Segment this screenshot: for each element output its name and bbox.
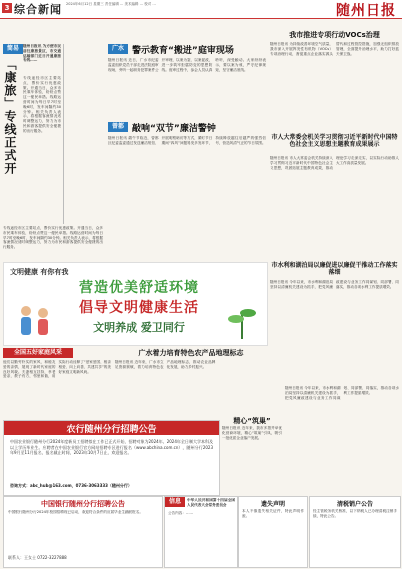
section-title: 综合新闻 [14, 3, 62, 16]
story7-title: 广水着力培育特色农产品地理标志 [138, 349, 244, 357]
col1-tag: 简易 [3, 44, 23, 54]
abc-ad-contact: 咨询方式：abc_hub@163.com，0736-3063333（随州分行） [10, 483, 132, 488]
story4-body: 随州日报讯 市人大常委会机关持续深入学习贯彻习近平新时代中国特色社会主义思想，巩固拓展主题教育成果，推动理论学习走深走实，以实际行动助推人大工作高质量发展。 [270, 156, 399, 170]
story3-body: 随州日报讯 为持续改善环境空气质量，我市深入开展挥发性有机物（VOCs）专项治理行动，督促重点企业落实源头替代和过程管控措施，加强无组织排放管理，全面提升治理水平，助力打好蓝天保卫战。 [270, 42, 399, 56]
story7 [115, 348, 267, 418]
col1-lead: 随州日报讯 为方便市民前往康旅景区，市交通运输部门近日开通康旅专线…… [23, 44, 61, 63]
notice-tax [309, 496, 401, 568]
boc-ad-body: 中国银行随州分行2024年校园招聘现已启动，欢迎符合条件的应届毕业生踊跃报名。 [8, 510, 143, 514]
notice-info-sub: 中华人民共和国第十四届全国人民代表大会常务委员会 [187, 498, 235, 507]
notice-lost-title: 遗失声明 [260, 501, 285, 508]
story1-body: 随州日报讯 近日，广水市纪委监委组织党员干部走进法院庭审现场，旁听一起职务犯罪案件公开审理，以案为鉴、以案促改，进一步筑牢拒腐防变的思想防线。庭审过程中，参会人员认真聆听，深受触动。大家纷纷表示，要以案为戒，严守纪律规矩，坚守廉洁底线。 [108, 58, 266, 72]
story5-body: 随州日报讯 今年以来，市水利和湖泊局坚持以清廉机关建设为抓手，把党风廉政建设与业务工作同谋划、同部署、同落实，推动各项水利工作提质增效。 [270, 280, 399, 289]
public-service-banner [3, 262, 268, 346]
story6-label: 全国五好家庭风采 [3, 348, 73, 358]
story5-continued: 随州日报讯 今年以来，市水利和湖泊局坚持以清廉机关建设为抓手，把党风廉政建设与业务工作同谋划、同部署、同落实，推动各项水利工作提质增效。 [285, 386, 399, 400]
story1-title: 警示教育“搬进”庭审现场 [132, 46, 234, 56]
page-number: 3 [2, 3, 12, 13]
story8 [222, 416, 282, 496]
col1-story [3, 44, 64, 224]
banner-line3: 文明养成 爱卫同行 [93, 321, 185, 334]
story2-body: 随州日报讯 端午节临近，曾都区纪委监委通过发送廉洁短信、开展明察暗访等方式，紧盯节日期间“四风”问题易发多发环节，持续释放越往后越严的强烈信号，营造风清气正的节日氛围。 [108, 136, 266, 145]
plant-illustration [222, 301, 262, 341]
banner-caption: 文明健康 有你有我 [10, 268, 69, 276]
notice-tax-body: 经主管税务机关核准，以下纳税人已办理清税注销手续，特此公告。 [313, 509, 397, 518]
boc-recruitment-ad [3, 496, 163, 568]
banner-line2: 倡导文明健康生活 [79, 300, 199, 316]
story3-title: 我市推进专项行动VOCs治理 [289, 31, 380, 39]
boc-ad-contact: 联系人：王女士 0722-3227888 [8, 555, 67, 560]
story8-title: 精心“筑巢” [233, 417, 271, 425]
abc-recruitment-ad [3, 420, 220, 496]
page-header [0, 0, 402, 19]
story5 [270, 262, 399, 382]
notice-lost-body: 本人不慎遗失相关证件，特此声明作废。 [242, 509, 304, 518]
story1-label: 广水 [108, 44, 128, 54]
abc-ad-body: 中国农业银行随州分行2024年度新员工招聘拟在工作已正式开始，招聘对象为2024年、2024年全日制大学本科及以上学历毕业生。应聘者在中国农业银行官方网站招聘专区进行报名（www.abchina.com.cn），随州分行2023年9月至11月报名，报名截止时间，2023年10月7日止，欢迎报名。 [10, 439, 213, 455]
story2 [108, 122, 266, 224]
story8-body: 随州日报讯 近年来，我市多措并举优化营商环境，精心“筑巢”引凤，吸引一批优质企业落户发展。 [222, 426, 282, 440]
notice-info-body: 公告内容：…… [168, 511, 194, 515]
story4 [270, 134, 399, 254]
story1 [108, 44, 266, 120]
boc-ad-title: 中国银行随州分行招聘公告 [41, 500, 125, 508]
col1-body: 专线途经市区主要站点，票价实行优惠政策。开通当日，众多市民乘车体验，纷纷点赞这一便民举措。线路运营时间为每日早7时至晚6时，发车间隔约30分钟。相关负责人表示，将根据客流情况适时调整运力，努力为市民和游客提供安全便捷的出行服务。 [23, 76, 61, 133]
col1-bottom-text: 专线途经市区主要站点，票价实行优惠政策。开通当日，众多市民乘车体验，纷纷点赞这一便民举措。线路运营时间为每日早7时至晚6时，发车间隔约30分钟。相关负责人表示，将根据客流情况适时调整运力，努力为市民和游客提供安全便捷的出行服务。 [3, 226, 103, 250]
story6-body: 他们以勤劳朴实的家风、和睦友爱的亲情，展现了新时代家庭的良好风貌。夫妻相互扶持，孝老爱亲，教子有方，邻里和谐，用实际行动诠释了“爱家爱国、相亲相爱、向上向善、共建共享”的美好家庭文明新风尚。 [3, 360, 111, 379]
story5-title: 市水利和湖泊局以廉促进以廉促干推动工作落实落细 [271, 262, 398, 276]
story6 [3, 348, 111, 418]
story7-body: 随州日报讯 近年来，广水市立足资源禀赋，着力培育特色农产品地理标志，推动农业品牌化发展，助力乡村振兴。 [115, 360, 216, 369]
notice-info-title: 信息 [165, 497, 185, 507]
story3 [270, 30, 399, 130]
banner-line1: 营造优美舒适环境 [79, 280, 199, 296]
issue-meta: 2024年6月12日 星期三 责任编辑 … 美术编辑 … 校对 … [66, 2, 156, 6]
people-illustration [16, 303, 56, 341]
newspaper-logo: 随州日报 [336, 3, 396, 19]
story4-title: 市人大常委会机关学习贯彻习近平新时代中国特色社会主义思想主题教育成果展示 [271, 134, 398, 148]
notice-tax-title: 清税销户公告 [336, 501, 373, 508]
story2-label: 曾都 [108, 122, 128, 132]
col1-headline: 「康旅」专线正式开 [3, 58, 17, 175]
story2-title: 敲响“双节”廉洁警钟 [132, 124, 216, 134]
abc-ad-title: 农行随州分行招聘公告 [66, 425, 157, 435]
notice-info [164, 496, 238, 568]
notice-lost [238, 496, 308, 568]
